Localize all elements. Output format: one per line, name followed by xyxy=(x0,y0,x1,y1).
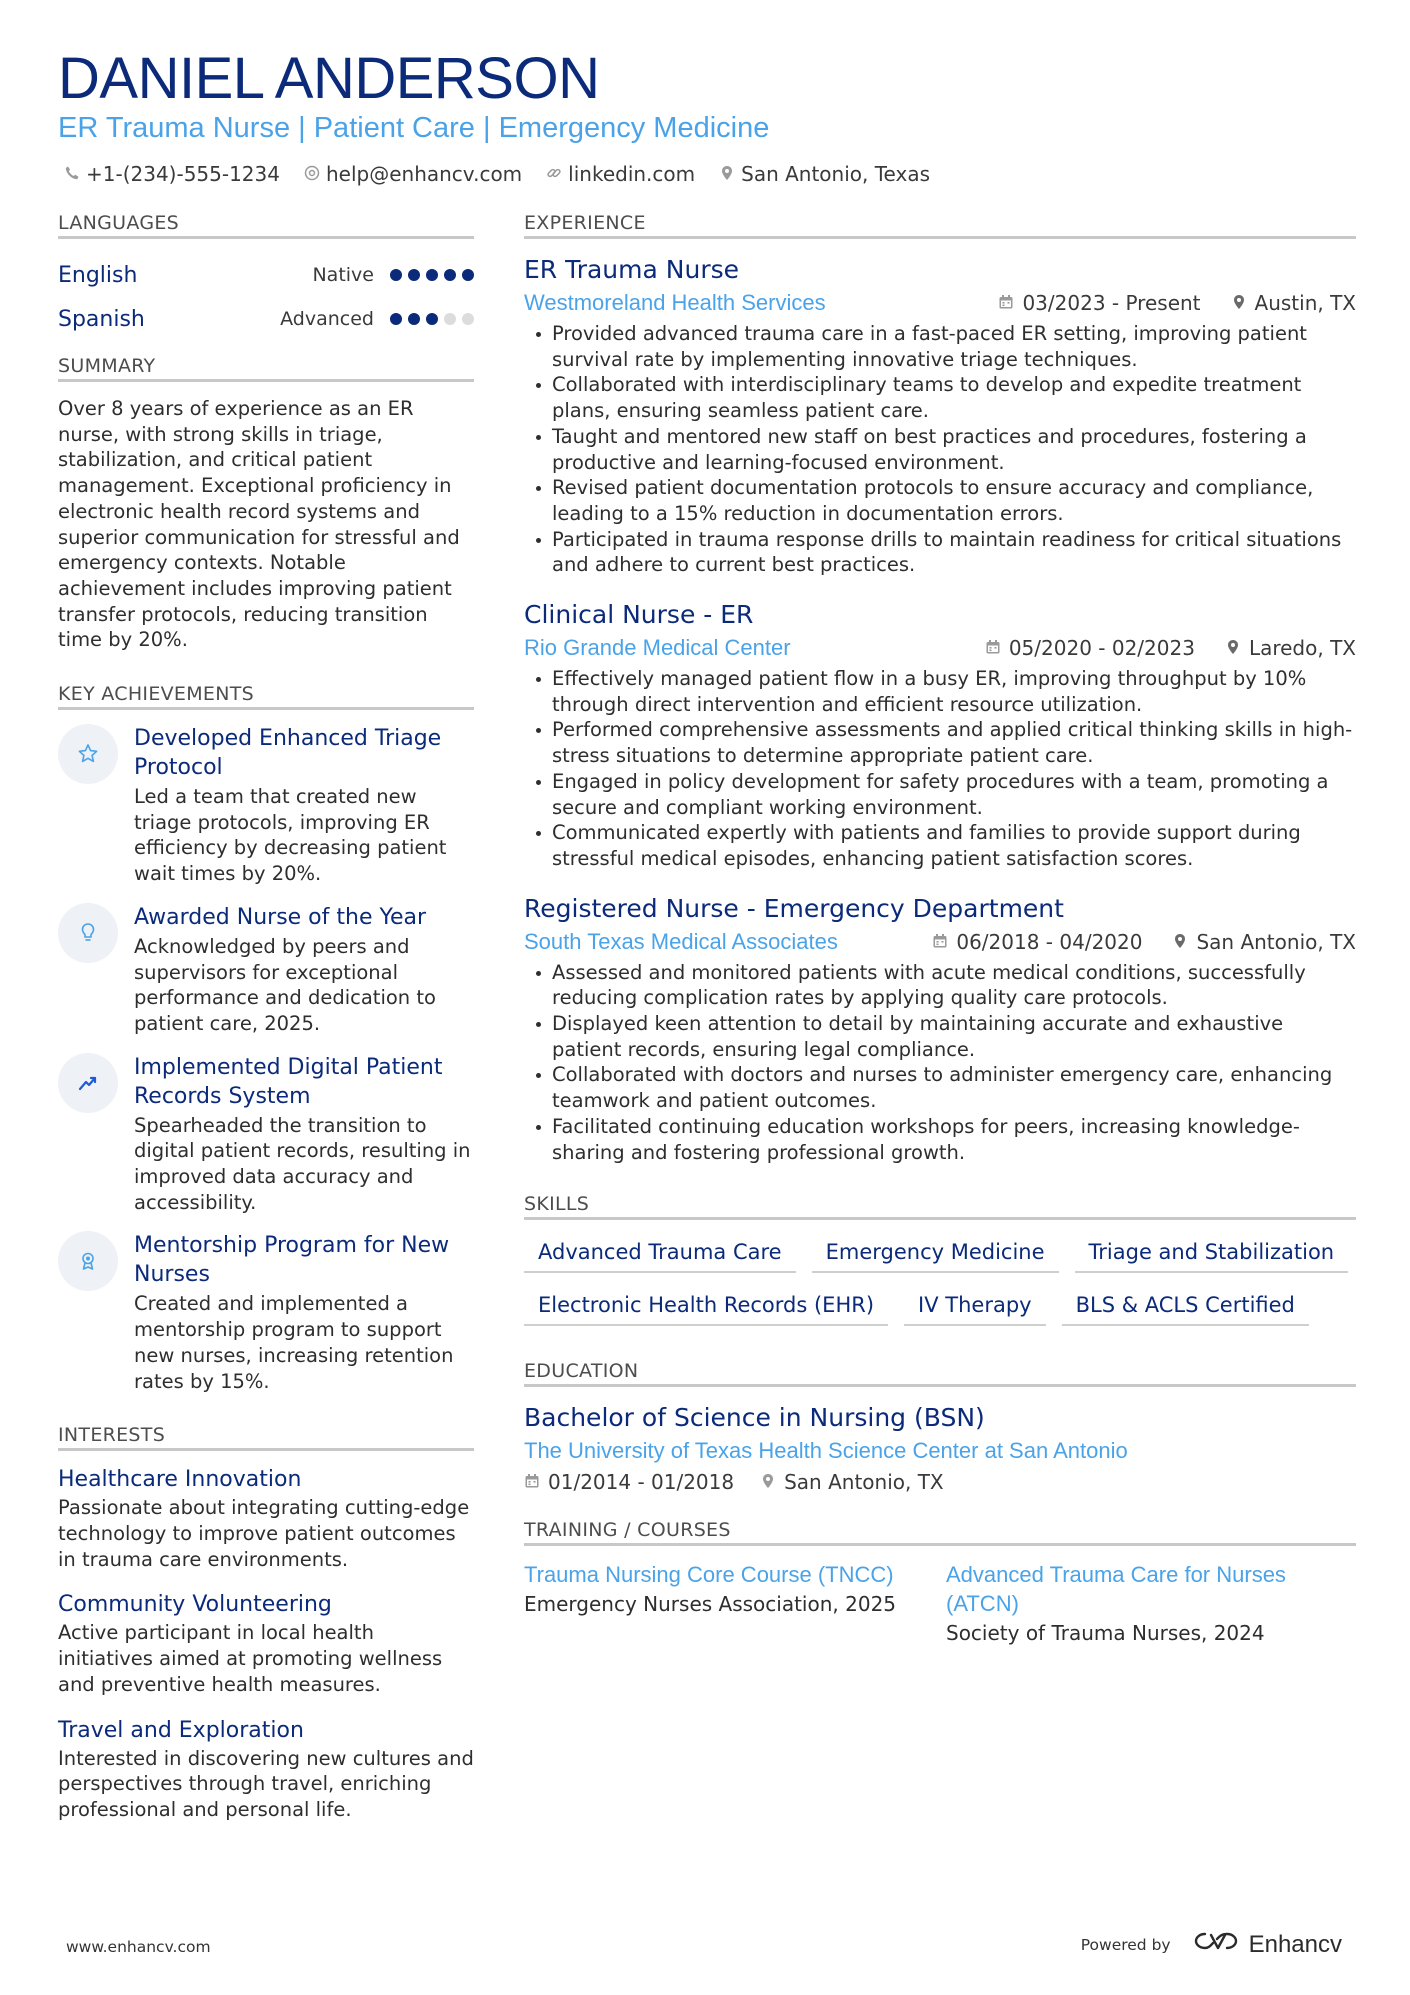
education-dates-text: 01/2014 - 01/2018 xyxy=(548,1470,735,1495)
interest-item xyxy=(58,1590,474,1697)
candidate-tagline: ER Trauma Nurse | Patient Care | Emergency Medicine xyxy=(58,112,770,144)
lightbulb-icon xyxy=(58,903,118,963)
education-location xyxy=(760,1467,944,1497)
footer-branding xyxy=(1081,1930,1342,1959)
achievement-item xyxy=(58,903,474,1037)
language-item xyxy=(58,253,474,297)
achievement-item xyxy=(58,1231,474,1394)
phone-text: +1-(234)-555-1234 xyxy=(86,162,280,186)
experience-heading: EXPERIENCE xyxy=(524,212,1356,239)
skill-tag: IV Therapy xyxy=(904,1287,1046,1326)
rating-dot-filled xyxy=(462,269,474,281)
job-dates-text: 06/2018 - 04/2020 xyxy=(956,929,1143,954)
interest-desc: Passionate about integrating cutting-edge technology to improve patient outcomes in trauma care environments. xyxy=(58,1496,470,1571)
skills-list xyxy=(524,1234,1356,1326)
skills-heading: SKILLS xyxy=(524,1193,1356,1220)
language-level: Advanced xyxy=(280,308,374,330)
job-bullet: Taught and mentored new staff on best practices and procedures, fostering a productive and learning-focused environment. xyxy=(524,424,1356,475)
rating-dot-filled xyxy=(444,269,456,281)
map-pin-icon xyxy=(1231,287,1247,319)
company-name: Westmoreland Health Services xyxy=(524,290,826,315)
job-bullet: Facilitated continuing education workshops for peers, increasing knowledge-sharing and fostering professional growth. xyxy=(524,1114,1356,1165)
rating-dot-filled xyxy=(426,313,438,325)
achievement-title: Awarded Nurse of the Year xyxy=(134,904,427,930)
company-name: Rio Grande Medical Center xyxy=(524,635,791,661)
language-name: Spanish xyxy=(58,306,145,332)
education-degree: Bachelor of Science in Nursing (BSN) xyxy=(524,1403,985,1433)
skill-tag: BLS & ACLS Certified xyxy=(1062,1287,1309,1326)
at-icon xyxy=(304,162,320,186)
job-dates xyxy=(998,287,1200,319)
job-bullet: Effectively managed patient flow in a busy ER, improving throughput by 10% through direct intervention and efficient resource utilization. xyxy=(524,666,1356,717)
enhancv-logo-icon xyxy=(1193,1930,1239,1959)
contact-linkedin[interactable] xyxy=(546,162,695,186)
left-column xyxy=(58,212,474,1841)
achievement-desc: Led a team that created new triage protocols, improving ER efficiency by decreasing patient wait times by 20%. xyxy=(134,785,447,886)
job-bullet: Engaged in policy development for safety procedures with a team, promoting a secure and compliant working environment. xyxy=(524,769,1356,820)
rating-dot-empty xyxy=(462,313,474,325)
job-meta xyxy=(524,926,1356,958)
job-bullets xyxy=(524,321,1356,578)
course-title: Advanced Trauma Care for Nurses (ATCN) xyxy=(946,1562,1286,1617)
rating-dot-filled xyxy=(390,269,402,281)
ribbon-award-icon xyxy=(58,1231,118,1291)
contact-email[interactable] xyxy=(304,162,522,186)
job-title: ER Trauma Nurse xyxy=(524,255,740,284)
job-meta xyxy=(524,287,1356,319)
education-dates xyxy=(524,1467,734,1497)
job-location-text: Laredo, TX xyxy=(1248,636,1356,661)
trend-arrow-icon xyxy=(58,1053,118,1113)
contact-bar xyxy=(64,162,930,186)
rating-dot-filled xyxy=(390,313,402,325)
course-title: Trauma Nursing Core Course (TNCC) xyxy=(524,1562,894,1588)
achievement-desc: Spearheaded the transition to digital patient records, resulting in improved data accuracy and accessibility. xyxy=(134,1113,471,1214)
job-dates-text: 03/2023 - Present xyxy=(1022,291,1201,315)
training-heading: TRAINING / COURSES xyxy=(524,1519,1356,1546)
job-bullets xyxy=(524,666,1356,872)
map-pin-icon xyxy=(760,1467,776,1497)
job-bullet: Communicated expertly with patients and families to provide support during stressful medical episodes, enhancing patient satisfaction scores. xyxy=(524,820,1356,871)
job-bullet: Assessed and monitored patients with acute medical conditions, successfully reducing complication rates by applying quality care protocols. xyxy=(524,960,1356,1011)
job-dates xyxy=(932,926,1142,958)
job-location-text: San Antonio, TX xyxy=(1196,929,1356,954)
achievement-title: Mentorship Program for New Nurses xyxy=(134,1233,450,1288)
job-dates xyxy=(985,632,1195,664)
job-title: Registered Nurse - Emergency Department xyxy=(524,893,1064,923)
skill-tag: Emergency Medicine xyxy=(812,1234,1059,1273)
achievement-title: Implemented Digital Patient Records System xyxy=(134,1054,443,1109)
education-meta xyxy=(524,1467,1356,1497)
achievement-desc: Created and implemented a mentorship program to support new nurses, increasing retention rates by 15%. xyxy=(134,1292,454,1393)
email-text: help@enhancv.com xyxy=(325,162,523,186)
education-school: The University of Texas Health Science Center at San Antonio xyxy=(524,1438,1128,1464)
job-bullet: Provided advanced trauma care in a fast-paced ER setting, improving patient survival rate by implementing innovative triage techniques. xyxy=(524,321,1356,372)
language-name: English xyxy=(58,262,138,288)
rating-dot-filled xyxy=(408,269,420,281)
enhancv-logo[interactable] xyxy=(1193,1930,1342,1959)
job-bullet: Collaborated with interdisciplinary teams to develop and expedite treatment plans, ensuring seamless patient care. xyxy=(524,372,1356,423)
map-pin-icon xyxy=(1172,926,1188,958)
job-location xyxy=(1172,926,1356,958)
link-icon xyxy=(546,162,562,186)
contact-location xyxy=(719,162,930,186)
calendar-icon xyxy=(932,926,948,958)
training-list xyxy=(524,1560,1356,1648)
languages-list xyxy=(58,253,474,341)
company-name: South Texas Medical Associates xyxy=(524,928,838,954)
achievement-title: Developed Enhanced Triage Protocol xyxy=(134,726,442,781)
interest-title: Community Volunteering xyxy=(58,1592,332,1618)
enhancv-brand-text: Enhancv xyxy=(1248,1930,1342,1958)
course-org: Society of Trauma Nurses, 2024 xyxy=(946,1621,1265,1646)
calendar-icon xyxy=(524,1467,540,1497)
education-entry xyxy=(524,1401,1356,1497)
job-bullet: Collaborated with doctors and nurses to administer emergency care, enhancing teamwork and patient outcomes. xyxy=(524,1062,1356,1113)
candidate-name: DANIEL ANDERSON xyxy=(58,46,600,111)
interests-heading: INTERESTS xyxy=(58,1424,474,1451)
job-dates-text: 05/2020 - 02/2023 xyxy=(1008,636,1195,661)
calendar-icon xyxy=(998,287,1014,319)
job-entry xyxy=(524,892,1356,1166)
rating-dot-filled xyxy=(408,313,420,325)
map-pin-icon xyxy=(719,162,735,186)
job-bullet: Displayed keen attention to detail by maintaining accurate and exhaustive patient records, ensuring legal compliance. xyxy=(524,1011,1356,1062)
achievement-item xyxy=(58,1053,474,1216)
languages-heading: LANGUAGES xyxy=(58,212,474,239)
job-bullets xyxy=(524,960,1356,1166)
interest-title: Travel and Exploration xyxy=(58,1717,304,1743)
job-entry xyxy=(524,598,1356,872)
skill-tag: Advanced Trauma Care xyxy=(524,1234,796,1273)
job-bullet: Performed comprehensive assessments and applied critical thinking skills in high-stress situations to determine appropriate patient care. xyxy=(524,717,1356,768)
interest-item xyxy=(58,1465,474,1572)
course-org: Emergency Nurses Association, 2025 xyxy=(524,1592,897,1617)
achievement-item xyxy=(58,724,474,887)
skill-tag: Electronic Health Records (EHR) xyxy=(524,1287,888,1326)
right-column xyxy=(524,212,1356,1648)
rating-dot-filled xyxy=(426,269,438,281)
language-item xyxy=(58,297,474,341)
job-location xyxy=(1231,287,1356,319)
job-bullet: Revised patient documentation protocols to ensure accuracy and compliance, leading to a 15% reduction in documentation errors. xyxy=(524,475,1356,526)
achievements-heading: KEY ACHIEVEMENTS xyxy=(58,683,474,710)
phone-icon xyxy=(64,162,80,186)
job-title: Clinical Nurse - ER xyxy=(524,600,754,630)
map-pin-icon xyxy=(1225,632,1241,664)
education-location-text: San Antonio, TX xyxy=(784,1470,944,1495)
achievement-desc: Acknowledged by peers and supervisors for exceptional performance and dedication to patient care, 2025. xyxy=(134,934,436,1035)
calendar-icon xyxy=(985,632,1001,664)
summary-heading: SUMMARY xyxy=(58,355,474,382)
course-item xyxy=(524,1560,934,1648)
interests-list xyxy=(58,1465,474,1822)
powered-by-text: Powered by xyxy=(1080,1935,1171,1954)
job-location-text: Austin, TX xyxy=(1254,291,1356,315)
education-heading: EDUCATION xyxy=(524,1360,1356,1387)
interest-title: Healthcare Innovation xyxy=(58,1467,302,1493)
job-location xyxy=(1225,632,1356,664)
achievements-list xyxy=(58,724,474,1394)
course-item xyxy=(946,1560,1356,1648)
language-level: Native xyxy=(312,264,374,286)
interest-item xyxy=(58,1716,474,1823)
location-text: San Antonio, Texas xyxy=(741,162,931,186)
interest-desc: Interested in discovering new cultures and perspectives through travel, enriching professional and personal life. xyxy=(58,1746,474,1821)
contact-phone xyxy=(64,162,280,186)
language-rating xyxy=(390,269,474,281)
job-meta xyxy=(524,632,1356,664)
language-rating xyxy=(390,313,474,325)
job-bullet: Participated in trauma response drills to maintain readiness for critical situations and adhere to current best practices. xyxy=(524,527,1356,578)
linkedin-text: linkedin.com xyxy=(568,162,696,186)
summary-text: Over 8 years of experience as an ER nurse, with strong skills in triage, stabilization, and critical patient management. Exceptional proficiency in electronic health record systems and superior communication for stressful and emergency contexts. Notable achievement includes improving patient transfer protocols, reducing transition time by 20%. xyxy=(58,397,460,652)
footer-website[interactable]: www.enhancv.com xyxy=(66,1938,211,1956)
job-entry xyxy=(524,253,1356,578)
rating-dot-empty xyxy=(444,313,456,325)
star-icon xyxy=(58,724,118,784)
interest-desc: Active participant in local health initiatives aimed at promoting wellness and preventive health measures. xyxy=(58,1621,443,1696)
skill-tag: Triage and Stabilization xyxy=(1075,1234,1349,1273)
